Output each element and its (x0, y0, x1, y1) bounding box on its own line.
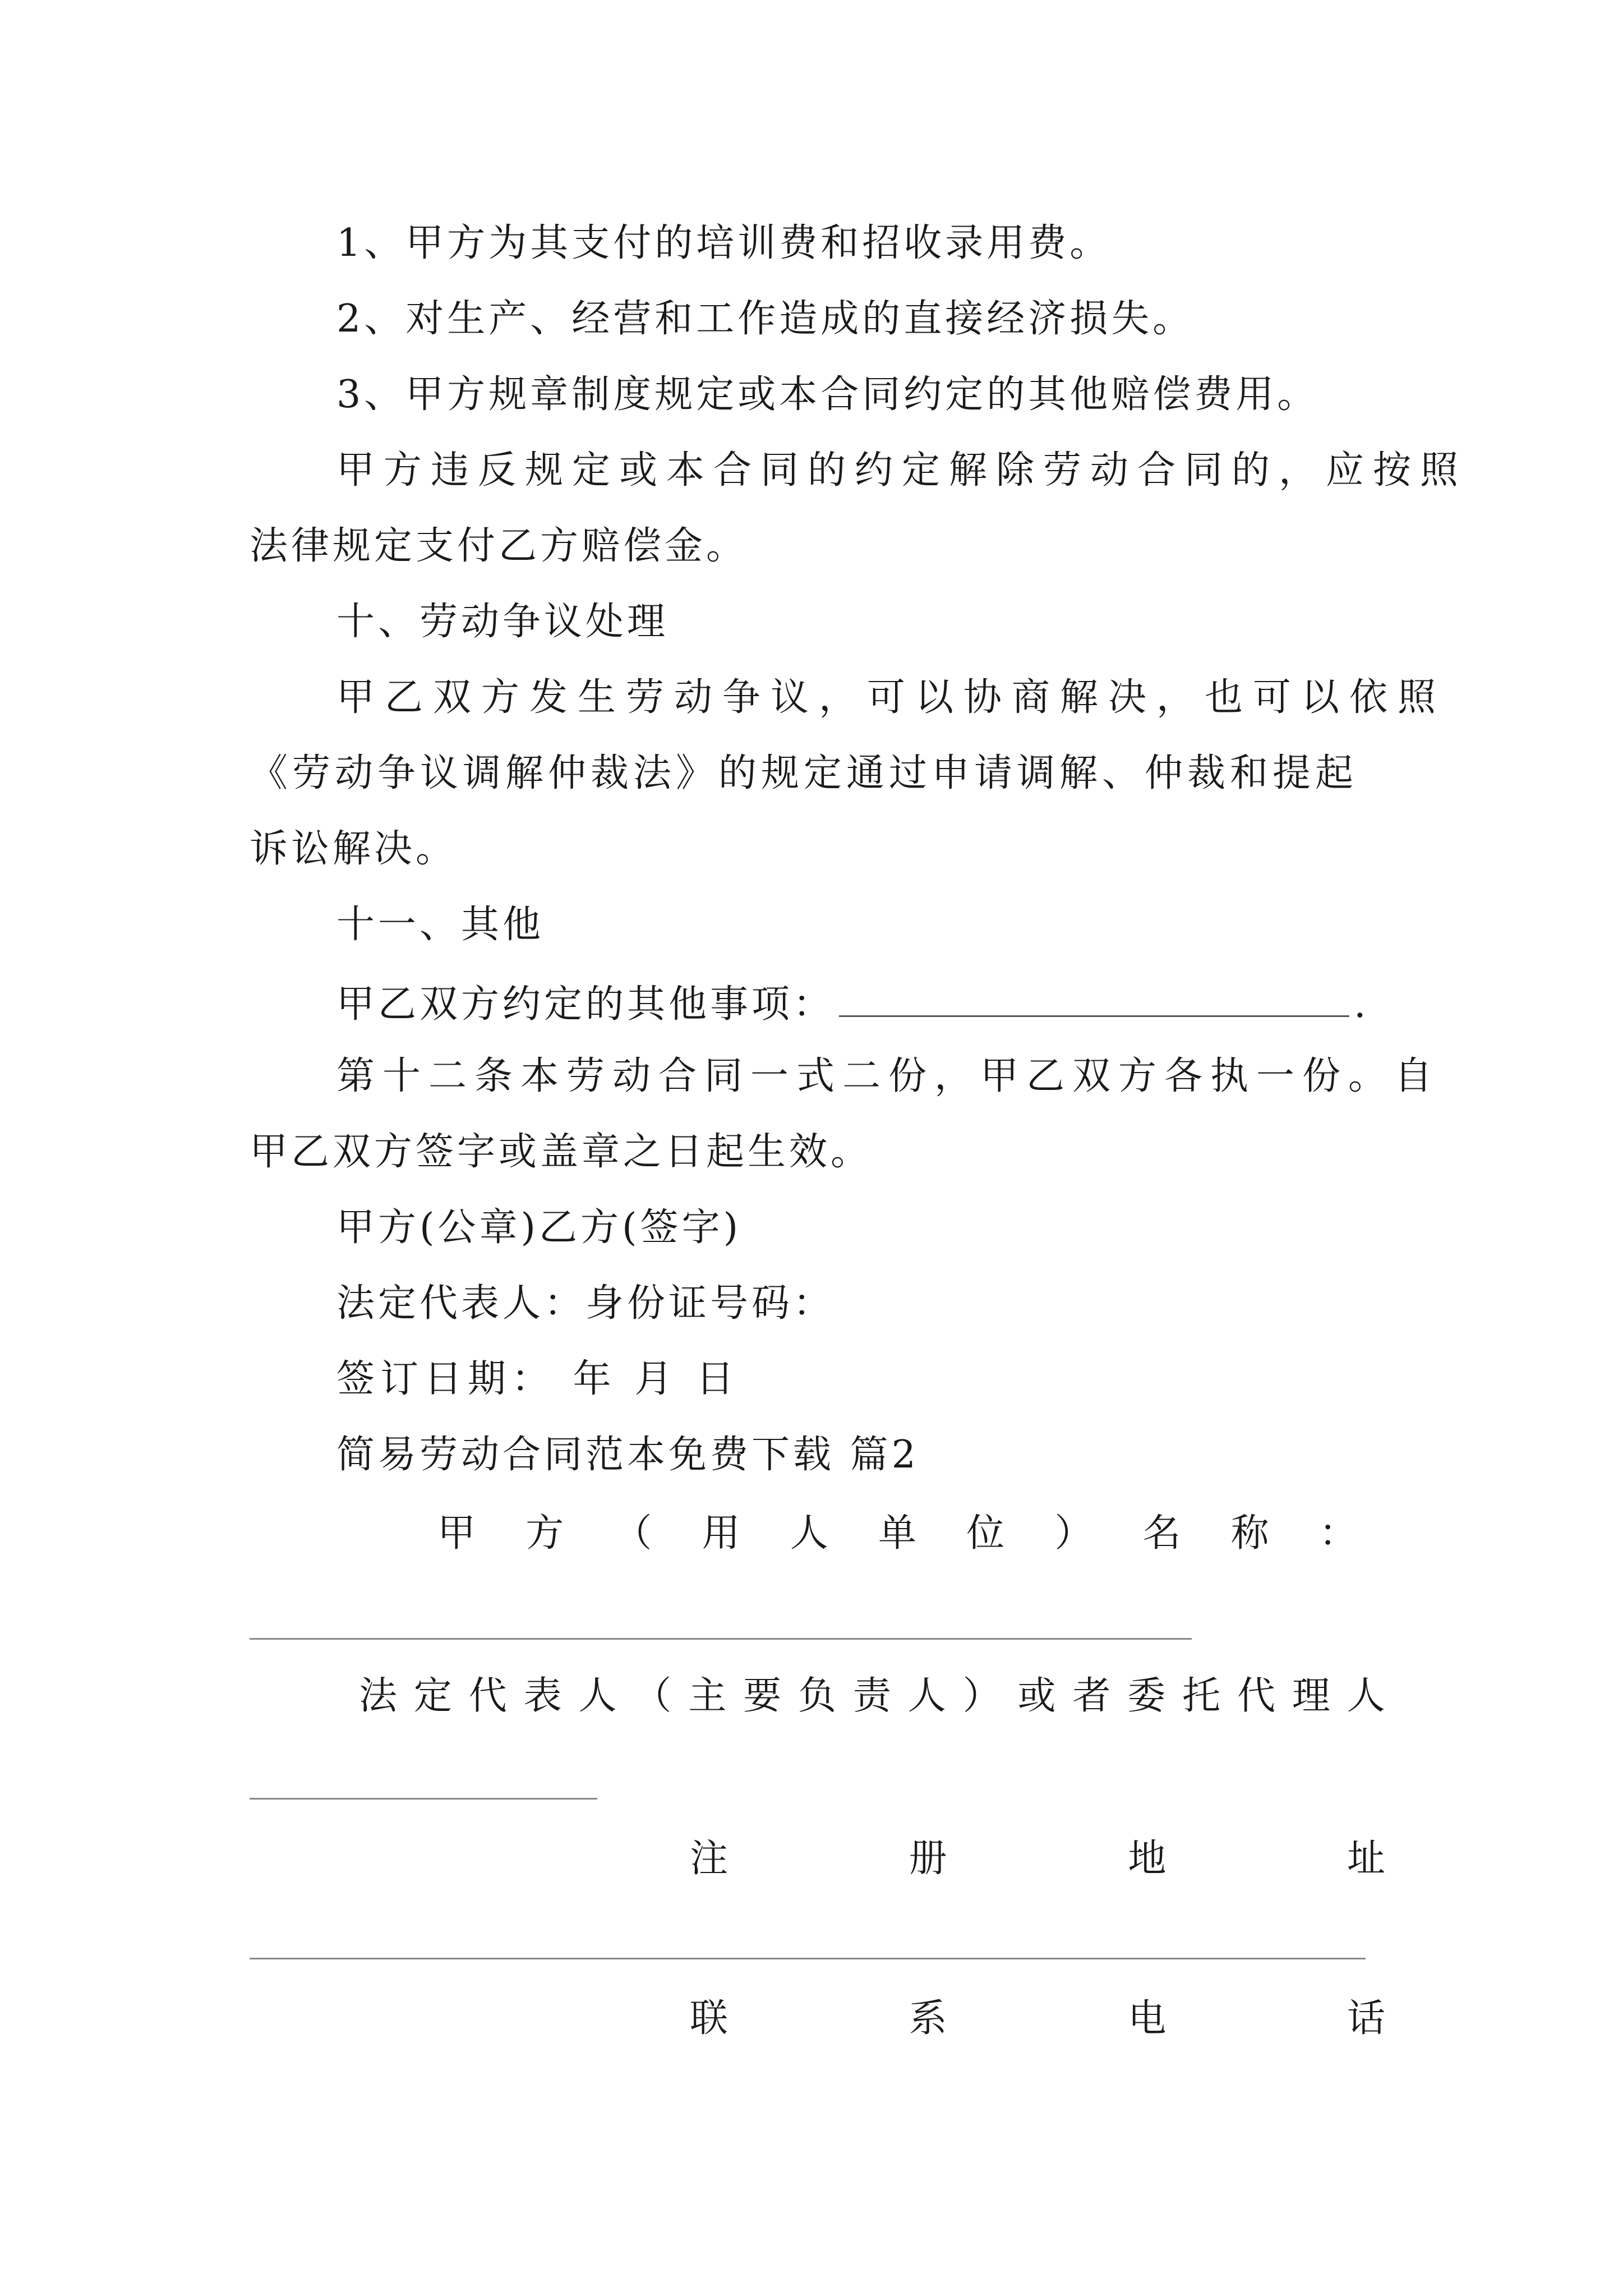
registered-address-underline (250, 1958, 1366, 1959)
spread-char: 人 (578, 1674, 617, 1718)
paragraph-line: 甲乙双方签字或盖章之日起生效。 (250, 1130, 873, 1174)
other-matters-blank (839, 982, 1349, 1017)
paragraph-line: 《劳动争议调解仲裁法》的规定通过申请调解、仲裁和提起 (250, 751, 1358, 795)
spread-char: 联 (690, 1996, 728, 2041)
representative-id-line: 法定代表人：身份证号码： (336, 1281, 835, 1326)
spread-char: 电 (1128, 1996, 1166, 2041)
paragraph-line: 第十二条本劳动合同一式二份，甲乙双方各执一份。自 (336, 1054, 1441, 1098)
spread-char: 话 (1347, 1996, 1385, 2041)
paragraph-line: 3、甲方规章制度规定或本合同约定的其他赔偿费用。 (336, 372, 1319, 417)
employer-name-underline (250, 1638, 1192, 1640)
spread-char: 用 (702, 1511, 740, 1556)
spread-char: 地 (1128, 1837, 1166, 1881)
spread-char: 要 (743, 1674, 782, 1718)
spread-char: 委 (1127, 1674, 1166, 1718)
line-end-period: . (1354, 982, 1370, 1027)
spread-char: 位 (966, 1511, 1005, 1556)
spread-char: 称 (1230, 1511, 1269, 1556)
spread-char: 甲 (437, 1511, 476, 1556)
spread-char: ： (1318, 1511, 1357, 1556)
spread-char: 者 (1072, 1674, 1111, 1718)
spread-char: 名 (1142, 1511, 1181, 1556)
spread-char: 理 (1292, 1674, 1330, 1718)
spread-char: 负 (798, 1674, 837, 1718)
spread-char: ） (1054, 1511, 1093, 1556)
section-heading: 十、劳动争议处理 (336, 600, 669, 644)
paragraph-line: 甲乙双方发生劳动争议，可以协商解决，也可以依照 (336, 675, 1446, 720)
paragraph-line: 甲方违反规定或本合同的约定解除劳动合同的，应按照 (336, 448, 1468, 493)
spread-char: 或 (1017, 1674, 1056, 1718)
spread-char: 主 (688, 1674, 727, 1718)
spread-char: 单 (878, 1511, 916, 1556)
employer-name-row (437, 1511, 1357, 1556)
spread-char: 人 (1347, 1674, 1385, 1718)
spread-char: 册 (909, 1837, 947, 1881)
section-heading: 十一、其他 (336, 903, 545, 947)
other-matters-line (336, 982, 1370, 1027)
registered-address-row (690, 1837, 1385, 1881)
spread-char: 法 (359, 1674, 398, 1718)
spread-char: 人 (790, 1511, 828, 1556)
spread-char: （ (633, 1674, 672, 1718)
spread-char: （ (614, 1511, 652, 1556)
spread-char: 方 (525, 1511, 564, 1556)
spread-char: 人 (907, 1674, 946, 1718)
spread-char: 址 (1347, 1837, 1385, 1881)
paragraph-line: 2、对生产、经营和工作造成的直接经济损失。 (336, 297, 1195, 341)
signature-parties-line: 甲方(公章)乙方(签字) (336, 1205, 742, 1250)
spread-char: 代 (1237, 1674, 1276, 1718)
spread-char: 系 (909, 1996, 947, 2041)
spread-char: 托 (1182, 1674, 1221, 1718)
paragraph-line: 1、甲方为其支付的培训费和招收录用费。 (336, 221, 1112, 265)
paragraph-line: 诉讼解决。 (250, 827, 458, 871)
spread-char: 责 (852, 1674, 891, 1718)
spread-char: 代 (468, 1674, 507, 1718)
spread-char: ） (962, 1674, 1001, 1718)
document-section-title: 简易劳动合同范本免费下载 篇2 (336, 1433, 919, 1477)
spread-char: 表 (523, 1674, 562, 1718)
spread-char: 定 (413, 1674, 452, 1718)
sign-date-line: 签订日期： 年 月 日 (336, 1357, 740, 1401)
contact-phone-row (690, 1996, 1385, 2041)
paragraph-line: 法律规定支付乙方赔偿金。 (250, 524, 748, 568)
spread-char: 注 (690, 1837, 728, 1881)
legal-representative-row (359, 1674, 1385, 1718)
legal-representative-underline (250, 1798, 597, 1800)
other-matters-label: 甲乙双方约定的其他事项： (336, 982, 835, 1027)
